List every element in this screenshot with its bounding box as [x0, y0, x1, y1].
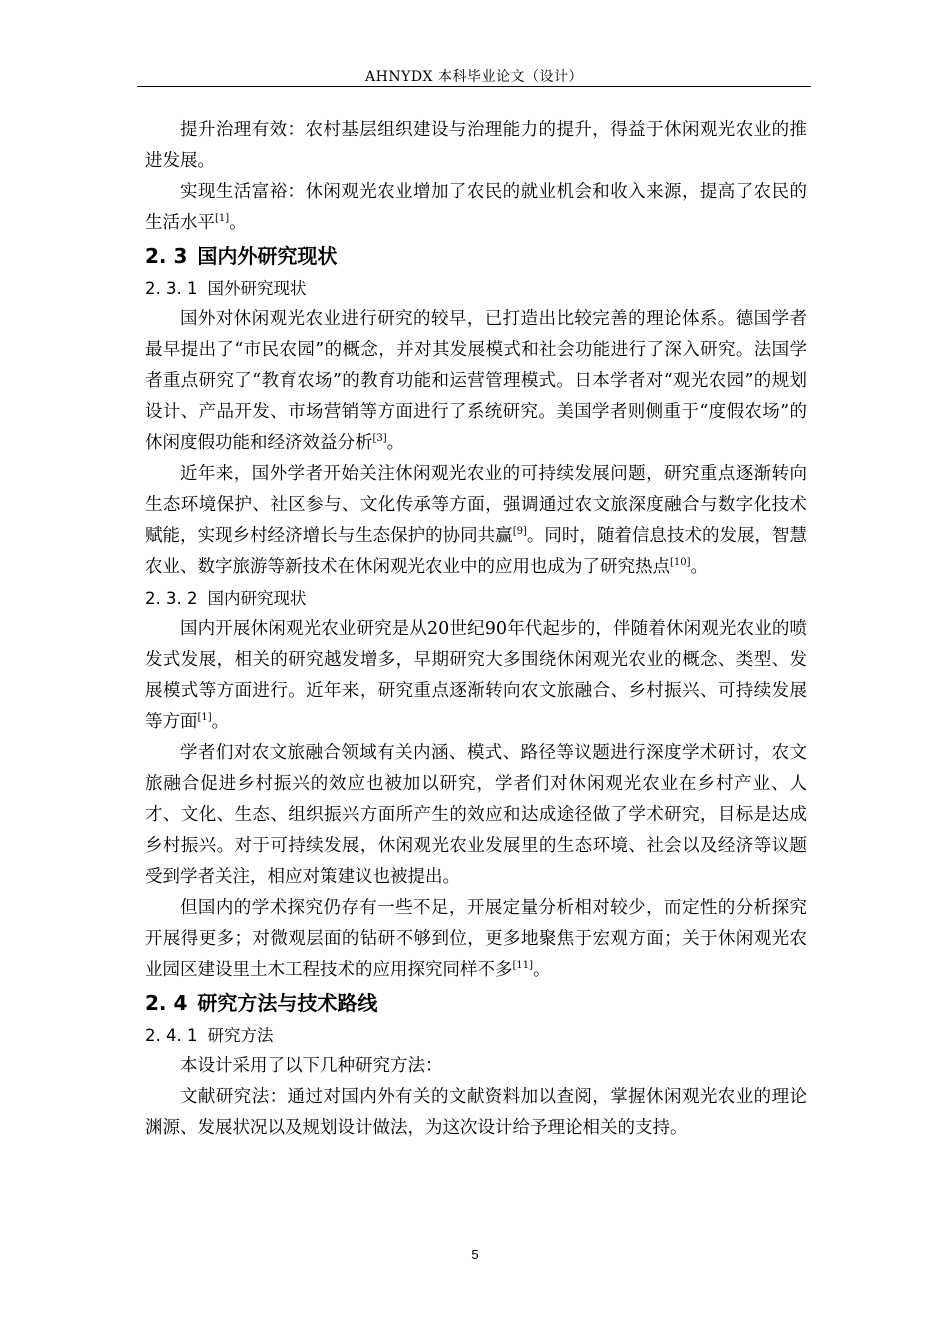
paragraph-tail: 。	[386, 433, 405, 453]
citation[interactable]: [11]	[512, 960, 534, 972]
subsection-heading-2-4-1	[145, 1020, 807, 1051]
paragraph-methods-intro	[145, 1051, 807, 1082]
section-heading-2-3	[145, 240, 807, 272]
section-title: 研究方法与技术路线	[197, 991, 378, 1015]
citation[interactable]: [1]	[215, 213, 230, 225]
paragraph-text: 学者们对农文旅融合领域有关内涵、模式、路径等议题进行深度学术研讨，农文旅融合促进乡村振兴的效应也被加以研究，学者们对休闲观光农业在乡村产业、人才、文化、生态、组织振兴方面所产生的效应和达成途径做了学术研究，目标是达成乡村振兴。对于可持续发展，休闲观光农业发展里的生态环境、社会以及经济等议题受到学者关注，相应对策建议也被提出。	[145, 743, 807, 887]
subsection-title: 国外研究现状	[207, 279, 307, 298]
subsection-heading-2-3-1	[145, 273, 807, 304]
citation[interactable]: [9]	[512, 526, 527, 538]
paragraph-text: 提升治理有效：农村基层组织建设与治理能力的提升，得益于休闲观光农业的推进发展。	[145, 120, 807, 171]
body-text	[145, 115, 807, 1144]
paragraph-text: 文献研究法：通过对国内外有关的文献资料加以查阅，掌握休闲观光农业的理论渊源、发展状况以及规划设计做法，为这次设计给予理论相关的支持。	[145, 1087, 807, 1138]
subsection-heading-2-3-2	[145, 583, 807, 614]
paragraph-governance	[145, 115, 807, 177]
subsection-title: 研究方法	[207, 1026, 274, 1045]
paragraph-tail: 。	[690, 557, 709, 577]
citation[interactable]: [3]	[372, 433, 387, 445]
paragraph-domestic-shortcomings	[145, 893, 807, 986]
paragraph-tail: 。	[229, 213, 247, 233]
paragraph-domestic-research	[145, 614, 807, 738]
paragraph-text: 本设计采用了以下几种研究方法：	[180, 1056, 443, 1076]
subsection-number: 2. 3. 2	[145, 589, 198, 608]
paragraph-text: 实现生活富裕：休闲观光农业增加了农民的就业机会和收入来源，提高了农民的生活水平	[145, 182, 807, 233]
citation[interactable]: [1]	[197, 712, 212, 724]
subsection-number: 2. 4. 1	[145, 1026, 198, 1045]
section-number: 2. 3	[145, 244, 188, 268]
subsection-number: 2. 3. 1	[145, 279, 198, 298]
paragraph-text: 国外对休闲观光农业进行研究的较早，已打造出比较完善的理论体系。德国学者最早提出了“市民农园”的概念，并对其发展模式和社会功能进行了深入研究。法国学者重点研究了“教育农场”的教育功能和运营管理模式。日本学者对“观光农园”的规划设计、产品开发、市场营销等方面进行了系统研究。美国学者则侧重于“度假农场”的休闲度假功能和经济效益分析	[145, 309, 807, 453]
paragraph-text: 国内开展休闲观光农业研究是从20世纪90年代起步的，伴随着休闲观光农业的喷发式发展，相关的研究越发增多，早期研究大多围绕休闲观光农业的概念、类型、发展模式等方面进行。近年来，研究重点逐渐转向农文旅融合、乡村振兴、可持续发展等方面	[145, 619, 807, 732]
paragraph-foreign-research	[145, 304, 807, 459]
paragraph-tail: 。同时，随着信息技术的发展，智慧农业、数字旅游等新技术在休闲观光农业中的应用也成为了研究热点	[145, 526, 808, 577]
paragraph-literature-method	[145, 1082, 807, 1144]
citation[interactable]: [10]	[670, 557, 691, 569]
section-title: 国内外研究现状	[197, 244, 338, 268]
paragraph-text: 近年来，国外学者开始关注休闲观光农业的可持续发展问题，研究重点逐渐转向生态环境保护、社区参与、文化传承等方面，强调通过农文旅深度融合与数字化技术赋能，实现乡村经济增长与生态保护的协同共赢	[145, 464, 807, 546]
paragraph-tail: 。	[533, 960, 551, 980]
subsection-title: 国内研究现状	[207, 589, 307, 608]
paragraph-living	[145, 177, 807, 239]
paragraph-domestic-scholars	[145, 738, 807, 893]
page-number: 5	[471, 1247, 479, 1262]
section-heading-2-4	[145, 987, 807, 1019]
section-number: 2. 4	[145, 991, 188, 1015]
paragraph-foreign-recent	[145, 459, 807, 583]
header-divider	[137, 86, 811, 87]
paragraph-text: 但国内的学术探究仍存有一些不足，开展定量分析相对较少，而定性的分析探究开展得更多；对微观层面的钻研不够到位，更多地聚焦于宏观方面；关于休闲观光农业园区建设里土木工程技术的应用探究同样不多	[145, 898, 807, 980]
paragraph-tail: 。	[211, 712, 230, 732]
page-header: AHNYDX 本科毕业论文（设计）	[365, 69, 583, 85]
